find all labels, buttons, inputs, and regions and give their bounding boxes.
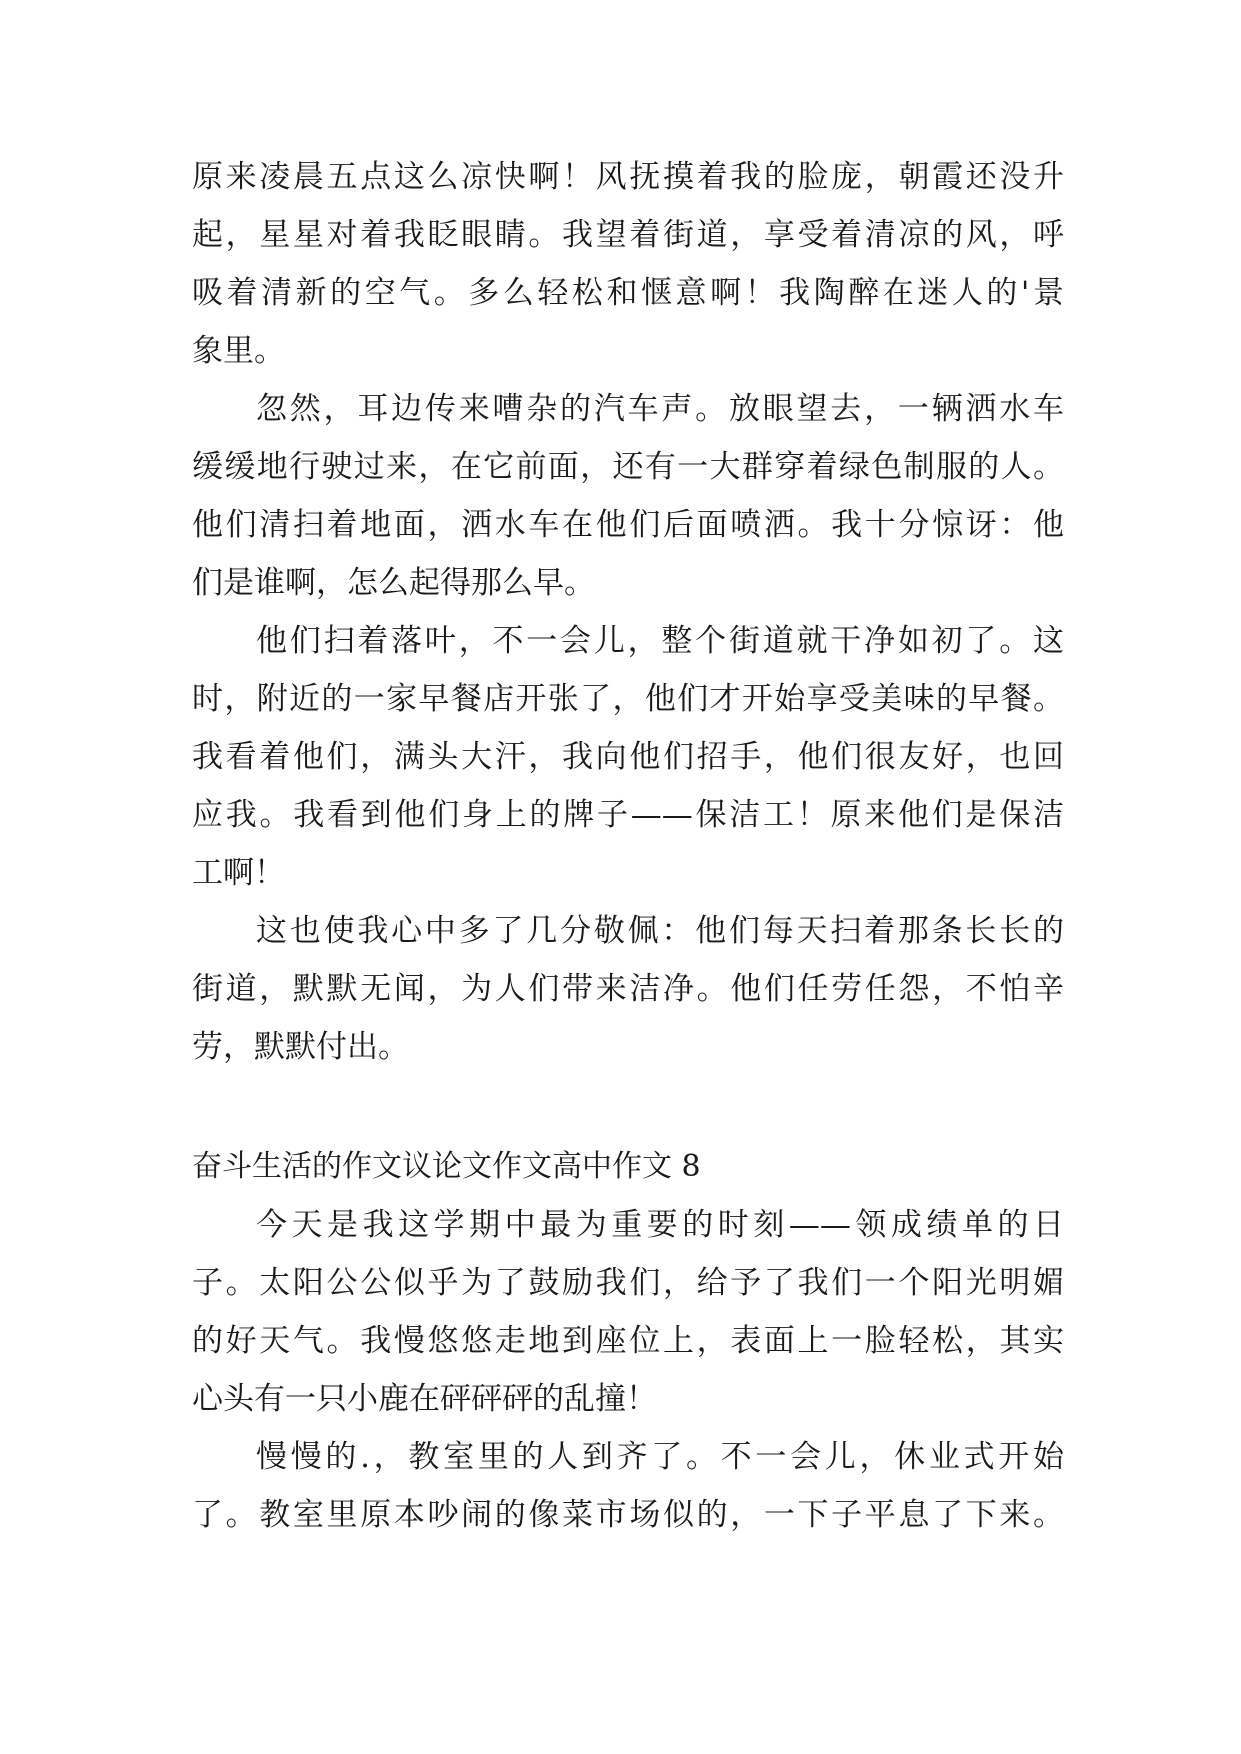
text-line: 子。太阳公公似乎为了鼓励我们，给予了我们一个阳光明媚 [192, 1265, 1064, 1301]
section-spacer [192, 1076, 1064, 1138]
paragraph [192, 1196, 1064, 1428]
text-line: 了。教室里原本吵闹的像菜市场似的，一下子平息了下来。 [192, 1497, 1064, 1533]
paragraph [192, 612, 1064, 902]
text-line: 原来凌晨五点这么凉快啊！风抚摸着我的脸庞，朝霞还没升 [192, 159, 1064, 195]
text-line: 吸着清新的空气。多么轻松和惬意啊！我陶醉在迷人的'景 [192, 275, 1064, 311]
text-line: 工啊！ [192, 855, 285, 891]
text-line: 起，星星对着我眨眼睛。我望着街道，享受着清凉的风，呼 [192, 217, 1064, 253]
text-line: 象里。 [192, 333, 285, 369]
text-line: 我看着他们，满头大汗，我向他们招手，他们很友好，也回 [192, 739, 1064, 775]
text-line: 今天是我这学期中最为重要的时刻——领成绩单的日 [256, 1207, 1064, 1243]
text-line: 应我。我看到他们身上的牌子——保洁工！原来他们是保洁 [192, 797, 1064, 833]
paragraph [192, 380, 1064, 612]
text-line: 的好天气。我慢悠悠走地到座位上，表面上一脸轻松，其实 [192, 1323, 1064, 1359]
text-line: 时，附近的一家早餐店开张了，他们才开始享受美味的早餐。 [192, 681, 1064, 717]
paragraph [192, 1428, 1064, 1544]
text-line: 这也使我心中多了几分敬佩：他们每天扫着那条长长的 [256, 913, 1064, 949]
document-page [192, 148, 1064, 1544]
text-line: 他们清扫着地面，洒水车在他们后面喷洒。我十分惊讶：他 [192, 507, 1064, 543]
text-line: 劳，默默付出。 [192, 1029, 409, 1065]
text-line: 街道，默默无闻，为人们带来洁净。他们任劳任怨，不怕辛 [192, 971, 1064, 1007]
text-line: 慢慢的.，教室里的人到齐了。不一会儿，休业式开始 [256, 1439, 1064, 1475]
text-line: 们是谁啊，怎么起得那么早。 [192, 565, 595, 601]
text-line: 缓缓地行驶过来，在它前面，还有一大群穿着绿色制服的人。 [192, 449, 1064, 485]
paragraph [192, 148, 1064, 380]
text-line: 心头有一只小鹿在砰砰砰的乱撞！ [192, 1381, 657, 1417]
essay-title: 奋斗生活的作文议论文作文高中作文 8 [192, 1149, 701, 1184]
text-line: 他们扫着落叶，不一会儿，整个街道就干净如初了。这 [256, 623, 1064, 659]
text-line: 忽然，耳边传来嘈杂的汽车声。放眼望去，一辆洒水车 [256, 391, 1064, 427]
paragraph [192, 902, 1064, 1076]
